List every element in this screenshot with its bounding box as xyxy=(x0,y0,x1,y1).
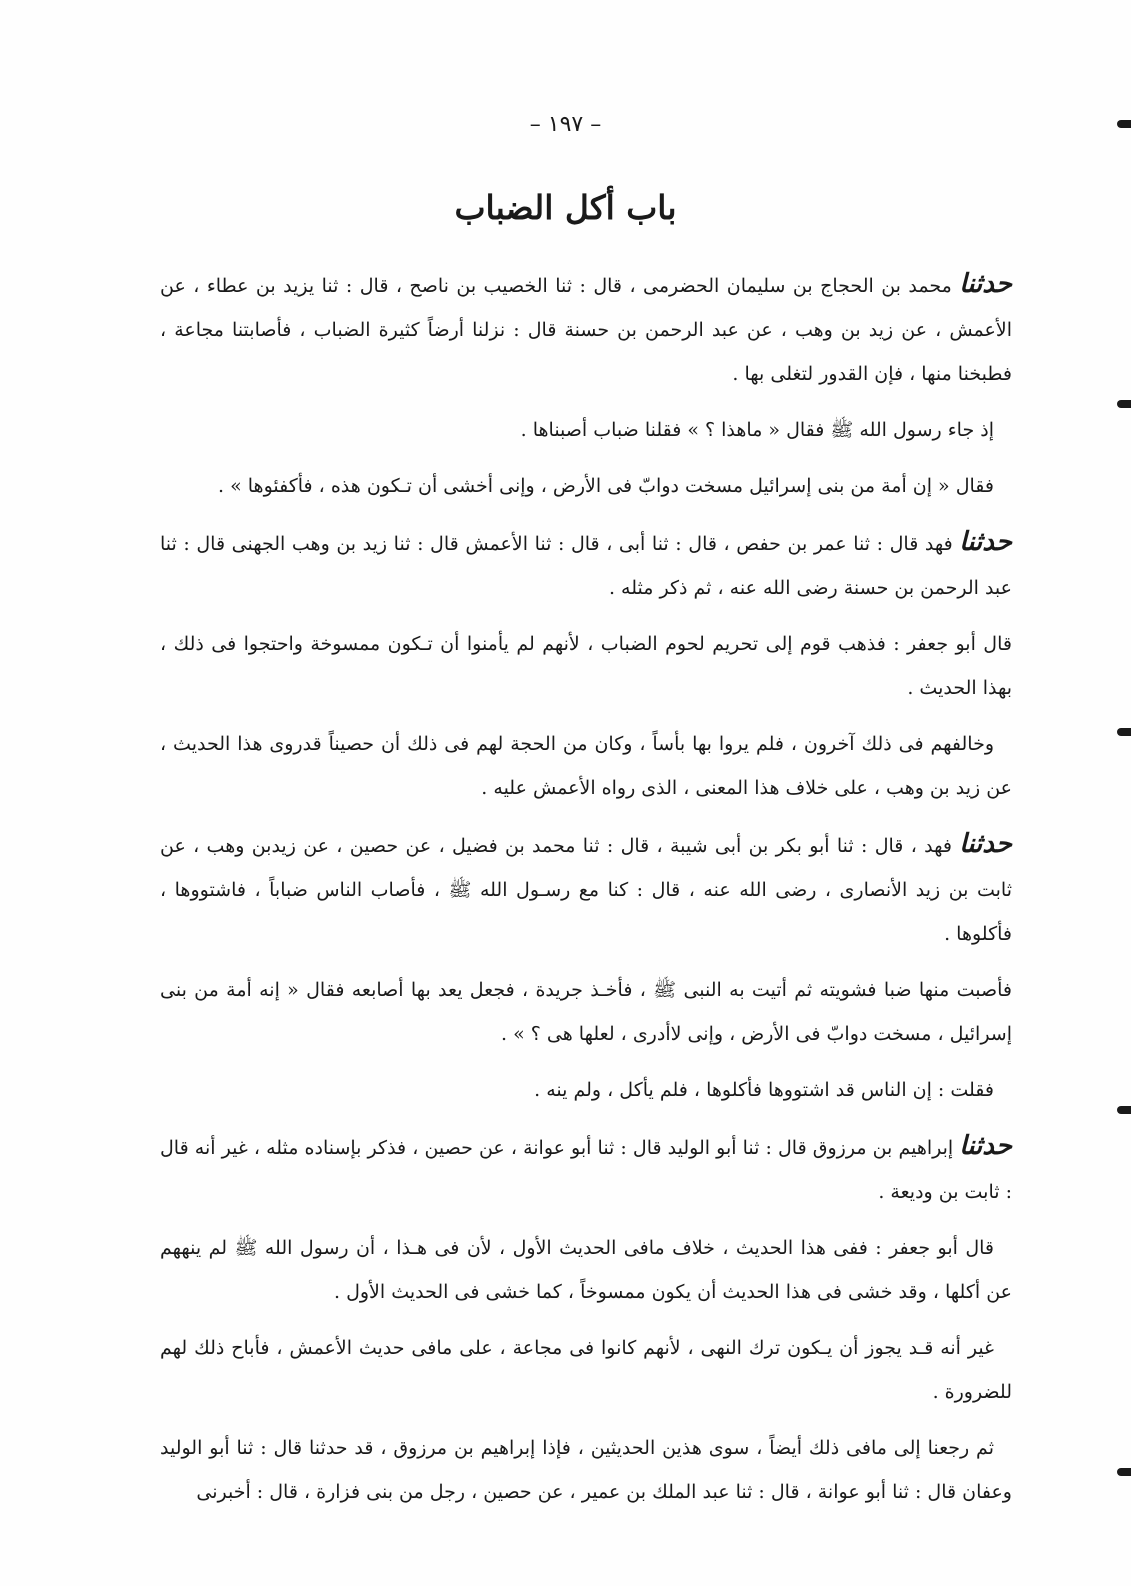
binding-mark xyxy=(1117,400,1131,408)
paragraph-text: فهد ، قال : ثنا أبو بكر بن أبى شيبة ، قال : ثنا محمد بن فضيل ، عن حصين ، عن زيدبن وهب ، عن ثابت بن زيد الأنصارى ، رضى الله عنه ، قال : كنا مع رسـول الله ﷺ ، فأصاب الناس ضباباً ، فاشتووها ، فأكلوها . xyxy=(160,835,1012,945)
hadith-lead: حدثنا xyxy=(959,829,1012,859)
paragraph-12 xyxy=(160,1326,1012,1414)
paragraph-text: وخالفهم فى ذلك آخرون ، فلم يروا بها بأساً ، وكان من الحجة لهم فى ذلك أن حصيناً قدروى هذا الحديث ، عن زيد بن وهب ، على خلاف هذا المعنى ، الذى رواه الأعمش عليه . xyxy=(160,733,1012,799)
paragraph-text: غير أنه قـد يجوز أن يـكون ترك النهى ، لأنهم كانوا فى مجاعة ، على مافى حديث الأعمش ، فأباح ذلك لهم للضرورة . xyxy=(160,1337,1012,1403)
paragraph-text: ثم رجعنا إلى مافى ذلك أيضاً ، سوى هذين الحديثين ، فإذا إبراهيم بن مرزوق ، قد حدثنا قال : ثنا أبو الوليد وعفان قال : ثنا أبو عوانة ، قال : ثنا عبد الملك بن عمير ، عن حصين ، رجل من بنى فزارة ، قال : أخبرنى xyxy=(160,1437,1012,1503)
paragraph-text: فأصبت منها ضبا فشويته ثم أتيت به النبى ﷺ ، فأخـذ جريدة ، فجعل يعد بها أصابعه فقال « إنه أمة من بنى إسرائيل ، مسخت دوابّ فى الأرض ، وإنى لاأدرى ، لعلها هى ؟ » . xyxy=(160,979,1012,1045)
binding-mark xyxy=(1117,1468,1131,1476)
paragraph-10 xyxy=(160,1124,1012,1214)
paragraph-text: فهد قال : ثنا عمر بن حفص ، قال : ثنا أبى ، قال : ثنا الأعمش قال : ثنا زيد بن وهب الجهنى قال : ثنا عبد الرحمن بن حسنة رضى الله عنه ، ثم ذكر مثله . xyxy=(160,533,1012,599)
hadith-lead: حدثنا xyxy=(959,269,1012,299)
paragraph-4 xyxy=(160,520,1012,610)
paragraph-text: فقلت : إن الناس قد اشتووها فأكلوها ، فلم يأكل ، ولم ينه . xyxy=(534,1079,994,1101)
paragraph-5 xyxy=(160,622,1012,710)
paragraph-8 xyxy=(160,968,1012,1056)
paragraph-6 xyxy=(160,722,1012,810)
paragraph-11 xyxy=(160,1226,1012,1314)
paragraph-text: قال أبو جعفر : فذهب قوم إلى تحريم لحوم الضباب ، لأنهم لم يأمنوا أن تـكون ممسوخة واحتجوا فى ذلك ، بهذا الحديث . xyxy=(160,633,1012,699)
paragraph-text: محمد بن الحجاج بن سليمان الحضرمى ، قال : ثنا الخصيب بن ناصح ، قال : ثنا يزيد بن عطاء ، عن الأعمش ، عن زيد بن وهب ، عن عبد الرحمن بن حسنة قال : نزلنا أرضاً كثيرة الضباب ، فأصابتنا مجاعة ، فطبخنا منها ، فإن القدور لتغلى بها . xyxy=(160,275,1012,385)
paragraph-text: إذ جاء رسول الله ﷺ فقال « ماهذا ؟ » فقلنا ضباب أصبناها . xyxy=(520,419,994,441)
paragraph-2 xyxy=(160,408,1012,452)
paragraph-9 xyxy=(160,1068,1012,1112)
paragraph-text: إبراهيم بن مرزوق قال : ثنا أبو الوليد قال : ثنا أبو عوانة ، عن حصين ، فذكر بإسناده مثله ، غير أنه قال : ثابت بن وديعة . xyxy=(160,1137,1012,1203)
paragraph-text: قال أبو جعفر : ففى هذا الحديث ، خلاف مافى الحديث الأول ، لأن فى هـذا ، أن رسول الله ﷺ لم ينههم عن أكلها ، وقد خشى فى هذا الحديث أن يكون ممسوخاً ، كما خشى فى الحديث الأول . xyxy=(160,1237,1012,1303)
body-text xyxy=(160,262,1012,1526)
paragraph-7 xyxy=(160,822,1012,956)
binding-mark xyxy=(1117,728,1131,736)
paragraph-text: فقال « إن أمة من بنى إسرائيل مسخت دوابّ فى الأرض ، وإنى أخشى أن تـكون هذه ، فأكفئوها » . xyxy=(218,475,994,497)
binding-mark xyxy=(1117,120,1131,128)
hadith-lead: حدثنا xyxy=(959,527,1012,557)
paragraph-1 xyxy=(160,262,1012,396)
binding-mark xyxy=(1117,1106,1131,1114)
paragraph-3 xyxy=(160,464,1012,508)
chapter-title: باب أكل الضباب xyxy=(454,188,677,227)
paragraph-13 xyxy=(160,1426,1012,1514)
hadith-lead: حدثنا xyxy=(959,1131,1012,1161)
page-number: – ١٩٧ – xyxy=(529,112,602,137)
